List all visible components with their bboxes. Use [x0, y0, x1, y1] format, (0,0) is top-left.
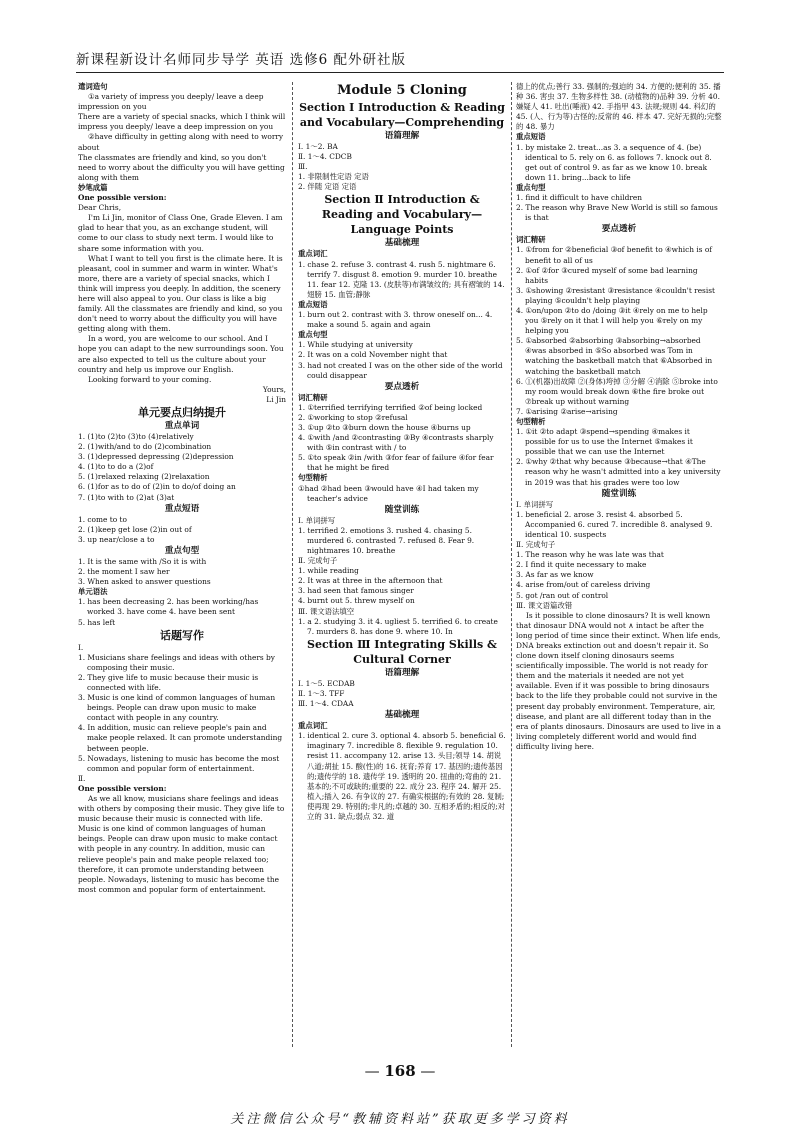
text-line: 4. ①with /and ②contrasting ③By ④contrasts sharply with ⑤in contrast with / to: [298, 433, 494, 453]
text-line: Looking forward to your coming.: [88, 374, 212, 384]
text-line: Ⅱ. 完成句子: [298, 556, 338, 566]
text-line: As we all know, musicians share feelings and ideas with others by composing their music. They give life to music because their music is connected with life. Music is one kind of common languages of human beings. People can draw upon music to make contact with people in any country. In addition, music can relieve people's pain and make people relaxed too; therefore, it can promote understanding between people. Nowadays, listening to music has become the most common and popular form of entertainment.: [78, 794, 285, 894]
text-line: 5. has left: [78, 617, 116, 627]
text-line: Li Jin: [266, 394, 286, 404]
text-line: 3. had seen that famous singer: [298, 586, 414, 596]
text-line: 句型精析: [298, 473, 328, 483]
text-line: 5. got /ran out of control: [516, 590, 609, 600]
column-divider: [292, 82, 293, 1047]
column-divider: [511, 82, 512, 1047]
text-line: The classmates are friendly and kind, so you don't need to worry about the difficulty you will have getting along with them: [78, 152, 285, 182]
header-title: 新课程新设计名师同步导学 英语 选修6 配外研社版: [76, 52, 406, 68]
text-line: 6. ①(机器)出故障 ②(身体)垮掉 ③分解 ④消除 ⑤broke into my room would break down ⑥the fire broke out ⑦break up without warning: [516, 376, 718, 406]
text-line: 4. ①on/upon ②to do /doing ③it ④rely on me to help you ⑤rely on it that I will help you ⑥rely on my helping you: [516, 305, 708, 336]
text-line: 重点词汇: [298, 721, 328, 731]
text-line: 1. ①from for ②beneficial ③of benefit to ④which is of benefit to all of us: [516, 245, 713, 265]
text-line: There are a variety of special snacks, which I think will impress you deeply/ leave a deep impression on you: [78, 112, 286, 132]
text-line: 1. The reason why he was late was that: [516, 550, 664, 560]
text-line: Ⅲ. 课文语法填空: [298, 606, 355, 616]
text-line: Ⅱ.: [78, 773, 86, 783]
text-line: 1. a 2. studying 3. it 4. ugliest 5. terrified 6. to create 7. murders 8. has done 9. where 10. In: [298, 616, 498, 636]
text-line: 2. 伴随 定语 定语: [298, 182, 357, 192]
text-line: Section Ⅱ Introduction & Reading and Vocabulary—Language Points: [321, 193, 483, 237]
page-number: — 168 —: [364, 1062, 436, 1080]
text-line: 2. (1)with/and to do (2)combination: [78, 442, 212, 452]
text-line: 2. They give life to music because their music is connected with life.: [78, 672, 259, 692]
text-line: 1. While studying at university: [298, 340, 413, 350]
text-line: 1. beneficial 2. arose 3. resist 4. absorbed 5. Accompanied 6. cured 7. incredible 8. analysed 9. identical 10. suspects: [516, 509, 713, 539]
text-line: 5. Nowadays, listening to music has become the most common and popular form of entertainment.: [78, 753, 280, 773]
text-line: 1. ①terrified terrifying terrified ②of being locked: [298, 402, 483, 412]
text-line: 7. ①arising ②arise→arising: [516, 406, 618, 416]
text-line: 重点短语: [516, 132, 546, 142]
text-line: 单元要点归纳提升: [138, 406, 226, 419]
text-line: 2. It was at three in the afternoon that: [298, 576, 443, 586]
text-line: 3. ①up ②to ③burn down the house ④burns up: [298, 422, 471, 432]
text-line: 要点透析: [601, 224, 637, 235]
text-line: Ⅲ.: [298, 162, 308, 172]
text-line: 随堂训练: [384, 504, 420, 515]
text-line: 1. find it difficult to have children: [516, 193, 643, 203]
text-line: 1. burn out 2. contrast with 3. throw oneself on... 4. make a sound 5. again and again: [298, 310, 493, 330]
right-column: [516, 82, 722, 1047]
text-line: 2. ①why ②that why because ③because→that ④The reason why he wasn't admitted into a key university in 2019 was that his grades were too low: [516, 457, 721, 487]
text-line: Ⅰ. 1～2. BA: [298, 142, 338, 151]
text-line: 4. (1)to to do a (2)of: [78, 462, 154, 472]
text-line: 重点单词: [164, 421, 200, 431]
text-line: 遣词造句: [78, 82, 108, 91]
text-line: 7. (1)to with to (2)at (3)at: [78, 492, 175, 502]
text-line: 单元语法: [78, 587, 108, 597]
text-line: One possible version:: [78, 783, 167, 793]
text-line: ①a variety of impress you deeply/ leave a deep impression on you: [78, 92, 264, 112]
text-line: 1. come to to: [78, 514, 127, 524]
text-line: 1. 非限制性定语 定语: [298, 172, 369, 182]
text-line: Ⅱ. 1～3. TFF: [298, 688, 345, 698]
text-line: 3. Music is one kind of common languages of human beings. People can draw upon music to make contact with people in any country.: [78, 693, 276, 723]
content-columns: [78, 82, 720, 1047]
text-line: 3. up near/close a to: [78, 534, 155, 544]
text-line: 5. (1)relaxed relaxing (2)relaxation: [78, 472, 210, 482]
text-line: 3. When asked to answer questions: [78, 577, 211, 587]
text-line: 1. while reading: [298, 566, 359, 576]
text-line: Ⅲ. 1～4. CDAA: [298, 699, 354, 709]
text-line: 2. I find it quite necessary to make: [516, 560, 647, 570]
text-line: 1. ①it ②to adapt ③spend→spending ④makes it possible for us to use the Internet ⑤makes it possible that we can use the Internet: [516, 427, 693, 457]
text-line: Section Ⅰ Introduction & Reading and Vocabulary—Comprehending: [299, 101, 505, 129]
text-line: 句型精析: [516, 417, 546, 426]
text-line: 3. As far as we know: [516, 570, 594, 580]
text-line: Ⅱ. 1～4. CDCB: [298, 152, 352, 162]
text-line: 1. chase 2. refuse 3. contrast 4. rush 5. nightmare 6. terrify 7. disgust 8. emotion 9. murder 10. breathe 11. fear 12. 克隆 13. (皮肤等)布满皱纹的; 具有褶皱的 14. 翅膀 15. 血管;静脉: [298, 259, 505, 299]
text-line: 重点句型: [164, 545, 200, 556]
text-line: 基础梳理: [384, 710, 420, 721]
text-line: 2. ①of ②for ③cured myself of some bad learning habits: [516, 265, 698, 285]
text-line: 重点短语: [298, 299, 328, 309]
text-line: 6. (1)for as to do of (2)in to do/of doing an: [78, 482, 236, 492]
text-line: Ⅰ. 1～5. ECDAB: [298, 678, 355, 688]
text-line: 1. terrified 2. emotions 3. rushed 4. chasing 5. murdered 6. contrasted 7. refused 8. Fear 9. nightmares 10. breathe: [298, 525, 475, 555]
text-line: 重点句型: [298, 330, 328, 340]
page-header: [76, 48, 724, 73]
text-line: What I want to tell you first is the climate here. It is pleasant, cool in summer and warm in winter. What's more, there are a variety of special snacks, which I think will impress you deeply. In addition, the scenery here will also appeal to you. Our class is like a big family. All the classmates are friendly and kind, so you don't need to worry about the difficulty you will have getting along with them.: [78, 253, 283, 334]
text-line: 2. The reason why Brave New World is still so famous is that: [516, 203, 718, 223]
text-line: Yours,: [262, 384, 286, 394]
text-line: Module 5 Cloning: [337, 83, 467, 98]
text-line: 2. ①working to stop ②refusal: [298, 412, 408, 422]
text-line: 重点词汇: [298, 249, 328, 259]
text-line: 妙笔成篇: [78, 182, 108, 192]
text-line: 要点透析: [384, 381, 420, 392]
left-column: [78, 82, 286, 1047]
page-number-value: 168: [384, 1062, 416, 1080]
text-line: 4. arise from/out of careless driving: [516, 580, 651, 590]
text-line: 1. identical 2. cure 3. optional 4. absorb 5. beneficial 6. imaginary 7. incredible 8. flexible 9. regulation 10. resist 11. accompany 12. arise 13. 头目;领导 14. 胡说八道;胡扯 15. 酸(性)的 16. 抚育;养育 17. 基因的;遗传基因的;遗传学的 18. 遗传学 19. 透明的 20. 扭曲的;弯曲的 21. 基本的;不可或缺的;重要的 22. 成分 23. 程序 24. 解开 25. 植入;插入 26. 有争议的 27. 有确实根据的;有效的 28. 复制;使再现 29. 特别的;非凡的;卓越的 30. 互相矛盾的;相反的;对立的 31. 缺点;弱点 32. 道: [298, 731, 506, 821]
text-line: 2. It was on a cold November night that: [298, 350, 448, 360]
text-line: 重点句型: [516, 182, 546, 192]
text-line: 词汇精研: [516, 235, 546, 245]
text-line: ①had ②had been ③would have ④I had taken my teacher's advice: [298, 483, 479, 503]
text-line: 1. (1)to (2)to (3)to (4)relatively: [78, 432, 194, 441]
text-line: 3. (1)depressed depressing (2)depression: [78, 452, 234, 462]
text-line: 4. In addition, music can relieve people's pain and make people relaxed. It can promote understanding between people.: [78, 723, 283, 753]
text-line: 语篇理解: [384, 667, 420, 678]
text-line: Ⅱ. 完成句子: [516, 540, 556, 550]
text-line: 2. the moment I saw her: [78, 567, 170, 577]
text-line: 德上的优点;善行 33. 强制的;强迫的 34. 方便的;便利的 35. 播种 36. 害虫 37. 生物多样性 38. (动植物的)品种 39. 分析 40. 嫌疑人 41. 吐出(唾液) 42. 手指甲 43. 法规;规则 44. 科幻的 45. (人、行为等)古怪的;反常的 46. 样本 47. 完好无损的;完整的 48. 暴力: [516, 82, 722, 132]
text-line: 1. by mistake 2. treat...as 3. a sequence of 4. (be) identical to 5. rely on 6. as follows 7. knock out 8. get out of control 9. as far as we know 10. break down 11. bring...back to life: [516, 142, 712, 182]
text-line: Ⅲ. 课文语篇改错: [516, 600, 573, 610]
text-line: 1. has been decreasing 2. has been working/has worked 3. have come 4. have been sent: [78, 597, 259, 617]
text-line: Is it possible to clone dinosaurs? It is well known that dinosaur DNA would not ∧ intact be after the long period of time since their extinct. When life ends, DNA breaks extinction out and doesn't repair it. So clone down itself cloning dinosaurs seems scientifically impossible. The world is not ready for them and the materials it needed are not yet available. Even if it was possible to bring dinosaurs back to the life they probable could not survive in the present day probably environment. Temperature, air, disease, and plant are all different today than in the era of plants dinosaurs. Dinosaurs are used to live in a living completely different world and would find difficulty living here.: [516, 610, 721, 751]
text-line: In a word, you are welcome to our school. And I hope you can adapt to the new surroundings soon. You are also expected to tell us the culture about your country and help us improve our English.: [78, 334, 284, 374]
text-line: 语篇理解: [384, 131, 420, 141]
text-line: 词汇精研: [298, 392, 328, 402]
text-line: 2. (1)keep get lose (2)in out of: [78, 524, 192, 534]
text-line: 3. ①showing ②resistant ③resistance ④couldn't resist playing ⑤couldn't help playing: [516, 285, 715, 305]
text-line: 1. It is the same with /So it is with: [78, 556, 207, 566]
text-line: 1. Musicians share feelings and ideas with others by composing their music.: [78, 652, 275, 672]
text-line: 基础梳理: [384, 238, 420, 249]
text-line: I'm Li Jin, monitor of Class One, Grade Eleven. I am glad to hear that you, as an exchange student, will come to our class to study next term. I would like to share some information with you.: [78, 213, 283, 253]
text-line: One possible version:: [78, 193, 167, 203]
text-line: Section Ⅲ Integrating Skills & Cultural Corner: [307, 637, 497, 666]
text-line: Ⅰ. 单词拼写: [298, 515, 336, 525]
text-line: 3. had not created I was on the other side of the world could disappear: [298, 360, 503, 380]
text-line: ②have difficulty in getting along with need to worry about: [78, 132, 284, 152]
text-line: 5. ①absorbed ②absorbing ③absorbing→absorbed ④was absorbed in ⑤So absorbed was Tom in watching the basketball match that ⑥Absorbed in watching the basketball match: [516, 336, 713, 376]
footer-note: 关注微信公众号“教辅资料站”获取更多学习资料: [230, 1112, 570, 1127]
text-line: 重点短语: [164, 503, 200, 514]
text-line: 5. ①to speak ②in /with ③for fear of failure ④for fear that he might be fired: [298, 453, 494, 473]
middle-column: [298, 82, 506, 1047]
text-line: 随堂训练: [601, 488, 637, 499]
text-line: Ⅰ.: [78, 642, 84, 652]
text-line: 话题写作: [160, 628, 204, 642]
text-line: Dear Chris,: [78, 203, 122, 213]
text-line: Ⅰ. 单词拼写: [516, 499, 554, 509]
text-line: 4. burnt out 5. threw myself on: [298, 596, 415, 606]
